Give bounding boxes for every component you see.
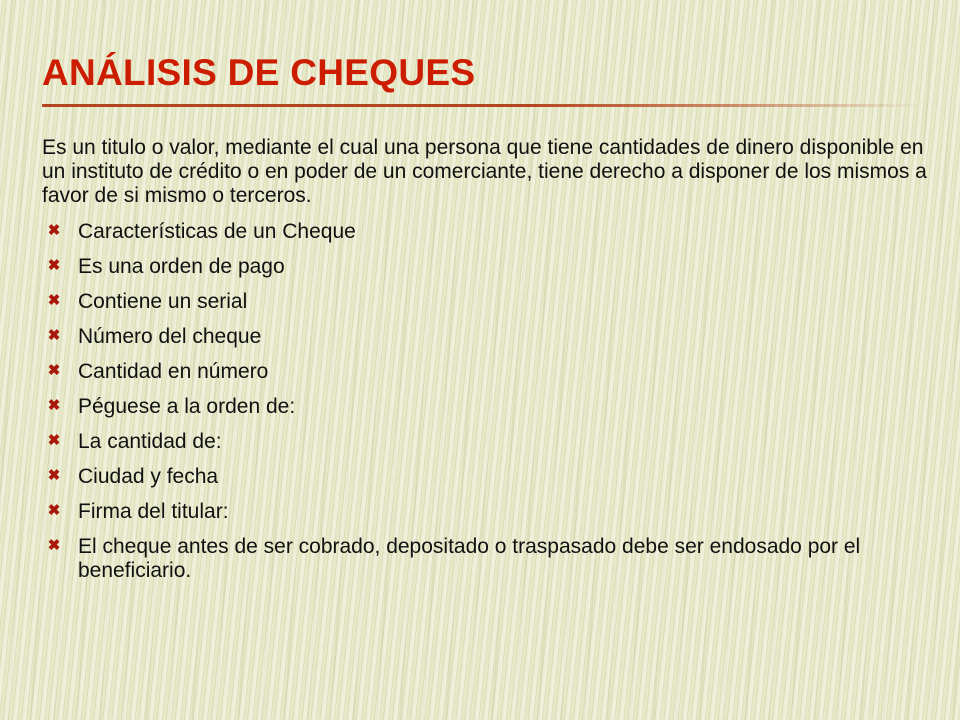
- list-item: [42, 430, 927, 454]
- list-item-text: Contiene un serial: [78, 290, 248, 313]
- x-mark-icon: ✖: [47, 222, 61, 239]
- x-mark-icon: ✖: [47, 292, 61, 309]
- list-item-text: Número del cheque: [78, 325, 262, 348]
- list-item-text: Es una orden de pago: [78, 255, 285, 278]
- x-mark-icon: ✖: [47, 257, 61, 274]
- list-item: [42, 255, 927, 279]
- x-mark-icon: ✖: [47, 432, 61, 449]
- list-item: [42, 290, 927, 314]
- list-item-text: Características de un Cheque: [78, 220, 356, 243]
- x-mark-icon: ✖: [47, 397, 61, 414]
- list-item: [42, 395, 927, 419]
- list-item: [42, 500, 927, 524]
- x-mark-icon: ✖: [47, 327, 61, 344]
- list-item-text: Cantidad en número: [78, 360, 269, 383]
- list-item-text: Firma del titular:: [78, 500, 229, 523]
- list-item: [42, 465, 927, 489]
- list-item: [42, 325, 927, 349]
- list-item-text: El cheque antes de ser cobrado, depositado o traspasado debe ser endosado por el beneficiario.: [78, 535, 861, 582]
- list-item-text: Péguese a la orden de:: [78, 395, 296, 418]
- x-mark-icon: ✖: [47, 502, 61, 519]
- title-divider: [42, 104, 922, 107]
- list-item: [42, 360, 927, 384]
- slide-content: [42, 136, 927, 594]
- bullet-list: [42, 220, 927, 583]
- intro-paragraph: Es un titulo o valor, mediante el cual una persona que tiene cantidades de dinero disponible en un instituto de crédito o en poder de un comerciante, tiene derecho a disponer de los mismos a favor de si mismo o terceros.: [42, 136, 927, 207]
- list-item-text: Ciudad y fecha: [78, 465, 219, 488]
- list-item-text: La cantidad de:: [78, 430, 222, 453]
- slide-title: ANÁLISIS DE CHEQUES: [42, 52, 476, 93]
- x-mark-icon: ✖: [47, 537, 61, 554]
- list-item: [42, 220, 927, 244]
- x-mark-icon: ✖: [47, 467, 61, 484]
- x-mark-icon: ✖: [47, 362, 61, 379]
- list-item: [42, 535, 927, 583]
